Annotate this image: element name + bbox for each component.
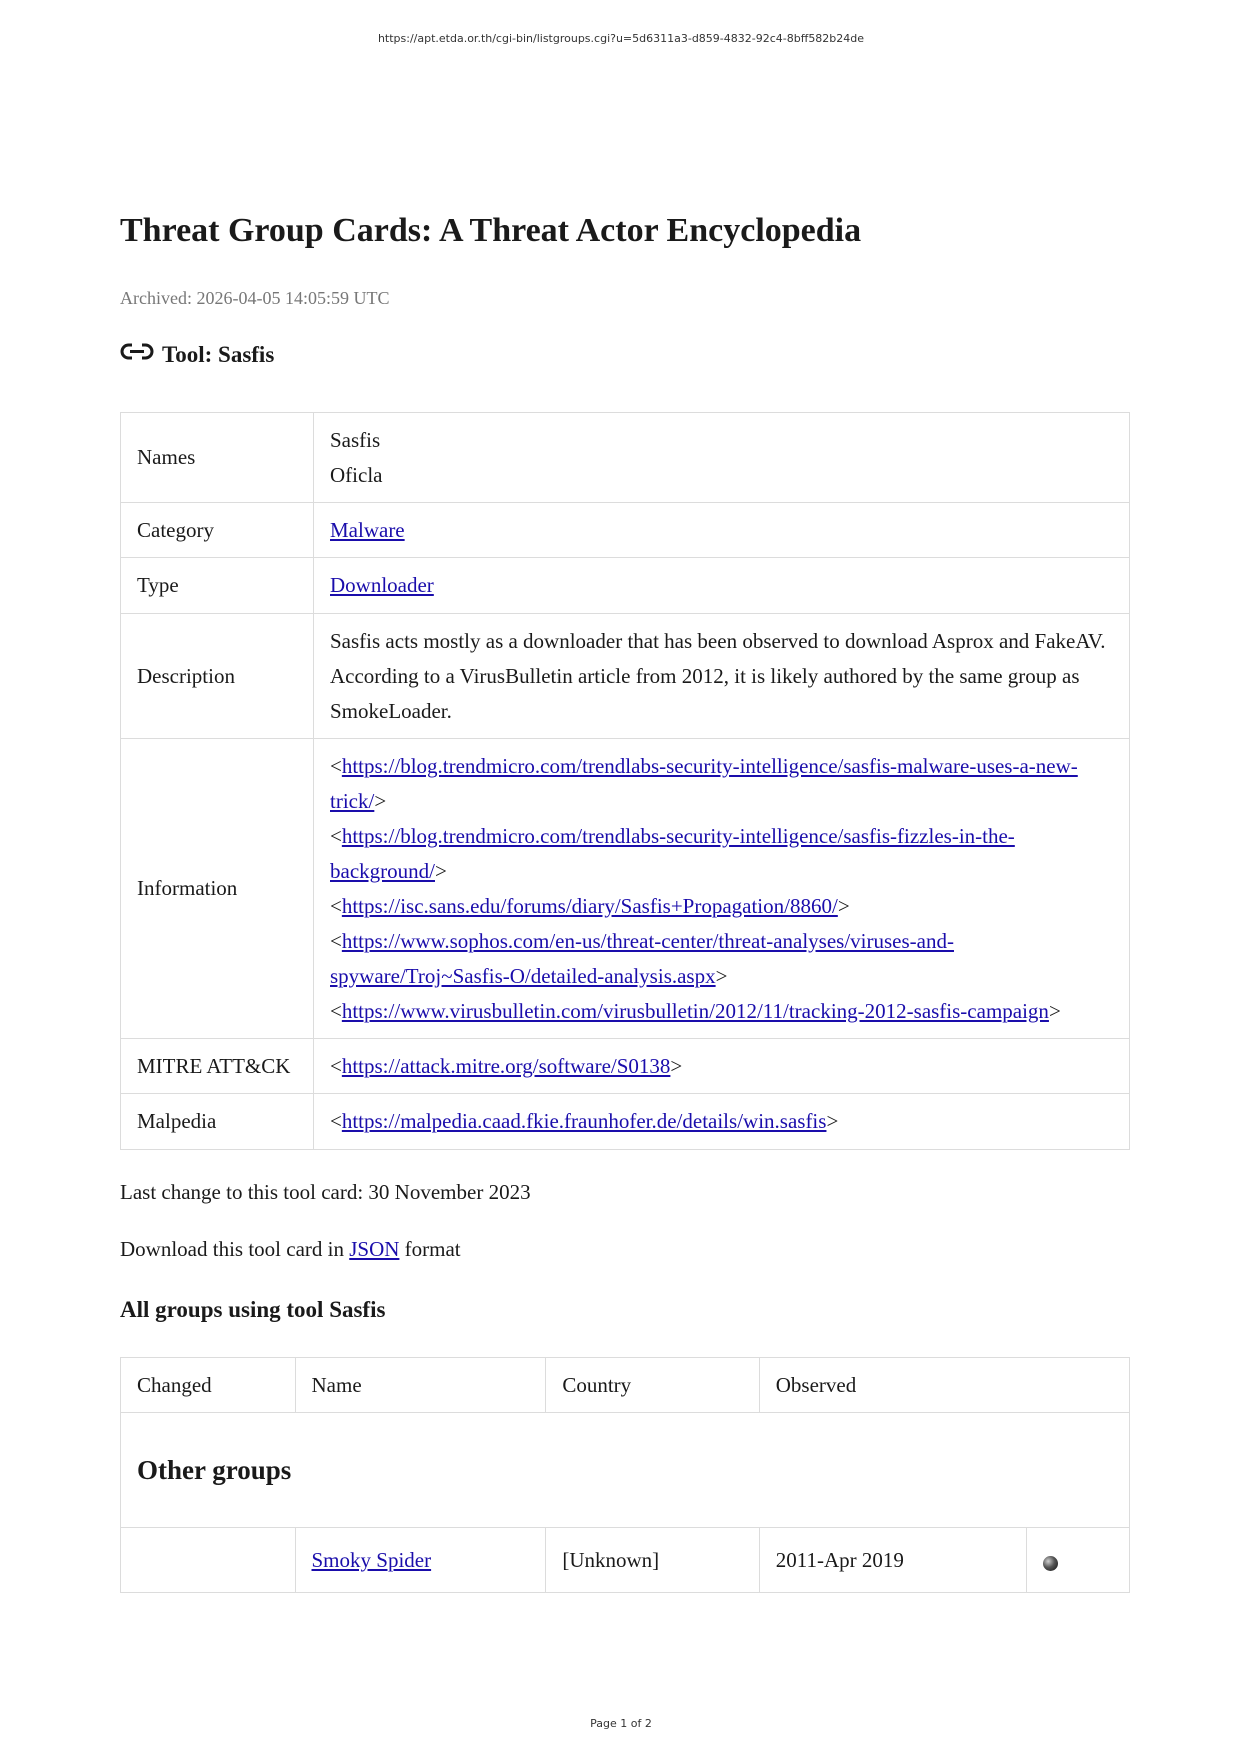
link-icon bbox=[120, 342, 154, 362]
description-label: Description bbox=[121, 614, 314, 739]
category-value bbox=[314, 503, 1130, 558]
information-link[interactable]: https://blog.trendmicro.com/trendlabs-security-intelligence/sasfis-fizzles-in-the-background/ bbox=[330, 823, 1015, 883]
malpedia-row bbox=[121, 1094, 1130, 1150]
names-label: Names bbox=[121, 413, 314, 503]
group-country: [Unknown] bbox=[546, 1528, 759, 1593]
category-label: Category bbox=[121, 503, 314, 558]
archived-date: Archived: 2026-04-05 14:05:59 UTC bbox=[120, 288, 390, 308]
names-row bbox=[121, 413, 1130, 503]
mitre-label: MITRE ATT&CK bbox=[121, 1039, 314, 1094]
information-label: Information bbox=[121, 739, 314, 1039]
column-header-observed: Observed bbox=[759, 1358, 1129, 1413]
information-item: <https://www.sophos.com/en-us/threat-center/threat-analyses/viruses-and-spyware/Troj~Sasfis-O/detailed-analysis.aspx> bbox=[330, 928, 954, 988]
group-name-link[interactable]: Smoky Spider bbox=[311, 1547, 432, 1572]
groups-heading: All groups using tool Sasfis bbox=[120, 1297, 386, 1322]
group-observed: 2011-Apr 2019 bbox=[759, 1528, 1027, 1593]
malpedia-link[interactable]: https://malpedia.caad.fkie.fraunhofer.de/details/win.sasfis bbox=[341, 1109, 827, 1133]
names-value bbox=[314, 413, 1130, 503]
page-title: Threat Group Cards: A Threat Actor Encyclopedia bbox=[120, 212, 862, 249]
information-value bbox=[314, 739, 1130, 1039]
category-link[interactable]: Malware bbox=[330, 517, 405, 542]
information-row bbox=[121, 739, 1130, 1039]
information-item: <https://isc.sans.edu/forums/diary/Sasfis+Propagation/8860/> bbox=[330, 893, 850, 918]
mitre-row bbox=[121, 1039, 1130, 1094]
name-item: Sasfis bbox=[330, 427, 381, 452]
column-header-name: Name bbox=[295, 1358, 546, 1413]
type-row bbox=[121, 558, 1130, 614]
malpedia-value: <https://malpedia.caad.fkie.fraunhofer.de/details/win.sasfis> bbox=[314, 1094, 1130, 1150]
last-change-text: Last change to this tool card: 30 November 2023 bbox=[120, 1180, 531, 1204]
information-link[interactable]: https://isc.sans.edu/forums/diary/Sasfis+Propagation/8860/ bbox=[341, 893, 838, 918]
download-suffix: format bbox=[404, 1237, 461, 1261]
malpedia-label: Malpedia bbox=[121, 1094, 314, 1150]
information-link[interactable]: https://www.sophos.com/en-us/threat-center/threat-analyses/viruses-and-spyware/Troj~Sasfis-O/detailed-analysis.aspx bbox=[330, 928, 954, 988]
type-value bbox=[314, 558, 1130, 614]
download-prefix: Download this tool card in bbox=[120, 1237, 344, 1261]
description-row bbox=[121, 614, 1130, 739]
information-item: <https://blog.trendmicro.com/trendlabs-security-intelligence/sasfis-malware-uses-a-new-trick/> bbox=[330, 753, 1078, 813]
type-link[interactable]: Downloader bbox=[330, 573, 434, 597]
information-item: <https://blog.trendmicro.com/trendlabs-security-intelligence/sasfis-fizzles-in-the-background/> bbox=[330, 823, 1015, 883]
other-groups-label: Other groups bbox=[121, 1413, 1130, 1528]
json-download-link[interactable]: JSON bbox=[349, 1237, 400, 1261]
group-name bbox=[295, 1528, 546, 1593]
information-link[interactable]: https://www.virusbulletin.com/virusbulletin/2012/11/tracking-2012-sasfis-campaign bbox=[341, 998, 1049, 1023]
information-item: <https://www.virusbulletin.com/virusbulletin/2012/11/tracking-2012-sasfis-campaign> bbox=[330, 998, 1061, 1023]
column-header-changed: Changed bbox=[121, 1358, 296, 1413]
name-item: Oficla bbox=[330, 462, 383, 487]
page-url: https://apt.etda.or.th/cgi-bin/listgroups.cgi?u=5d6311a3-d859-4832-92c4-8bff582b24de bbox=[377, 32, 865, 45]
type-label: Type bbox=[121, 558, 314, 614]
page-footer: Page 1 of 2 bbox=[590, 1717, 652, 1730]
mitre-value: <https://attack.mitre.org/software/S0138> bbox=[314, 1039, 1130, 1094]
section-row bbox=[121, 1413, 1130, 1528]
mitre-link[interactable]: https://attack.mitre.org/software/S0138 bbox=[341, 1053, 671, 1078]
table-row bbox=[121, 1528, 1130, 1593]
black-dot-icon bbox=[1043, 1556, 1058, 1571]
description-value: Sasfis acts mostly as a downloader that has been observed to download Asprox and FakeAV. According to a VirusBulletin article from 2012, it is likely authored by the same group as SmokeLoader. bbox=[314, 614, 1130, 739]
group-changed bbox=[121, 1528, 296, 1593]
tool-info-table bbox=[120, 412, 1130, 1150]
category-row bbox=[121, 503, 1130, 558]
column-header-country: Country bbox=[546, 1358, 759, 1413]
group-status bbox=[1027, 1528, 1130, 1593]
tool-heading bbox=[120, 342, 274, 368]
groups-header-row bbox=[121, 1358, 1130, 1413]
information-link[interactable]: https://blog.trendmicro.com/trendlabs-security-intelligence/sasfis-malware-uses-a-new-trick/ bbox=[330, 753, 1078, 813]
download-line bbox=[120, 1237, 461, 1262]
groups-table bbox=[120, 1357, 1130, 1593]
tool-heading-text: Tool: Sasfis bbox=[162, 342, 275, 367]
